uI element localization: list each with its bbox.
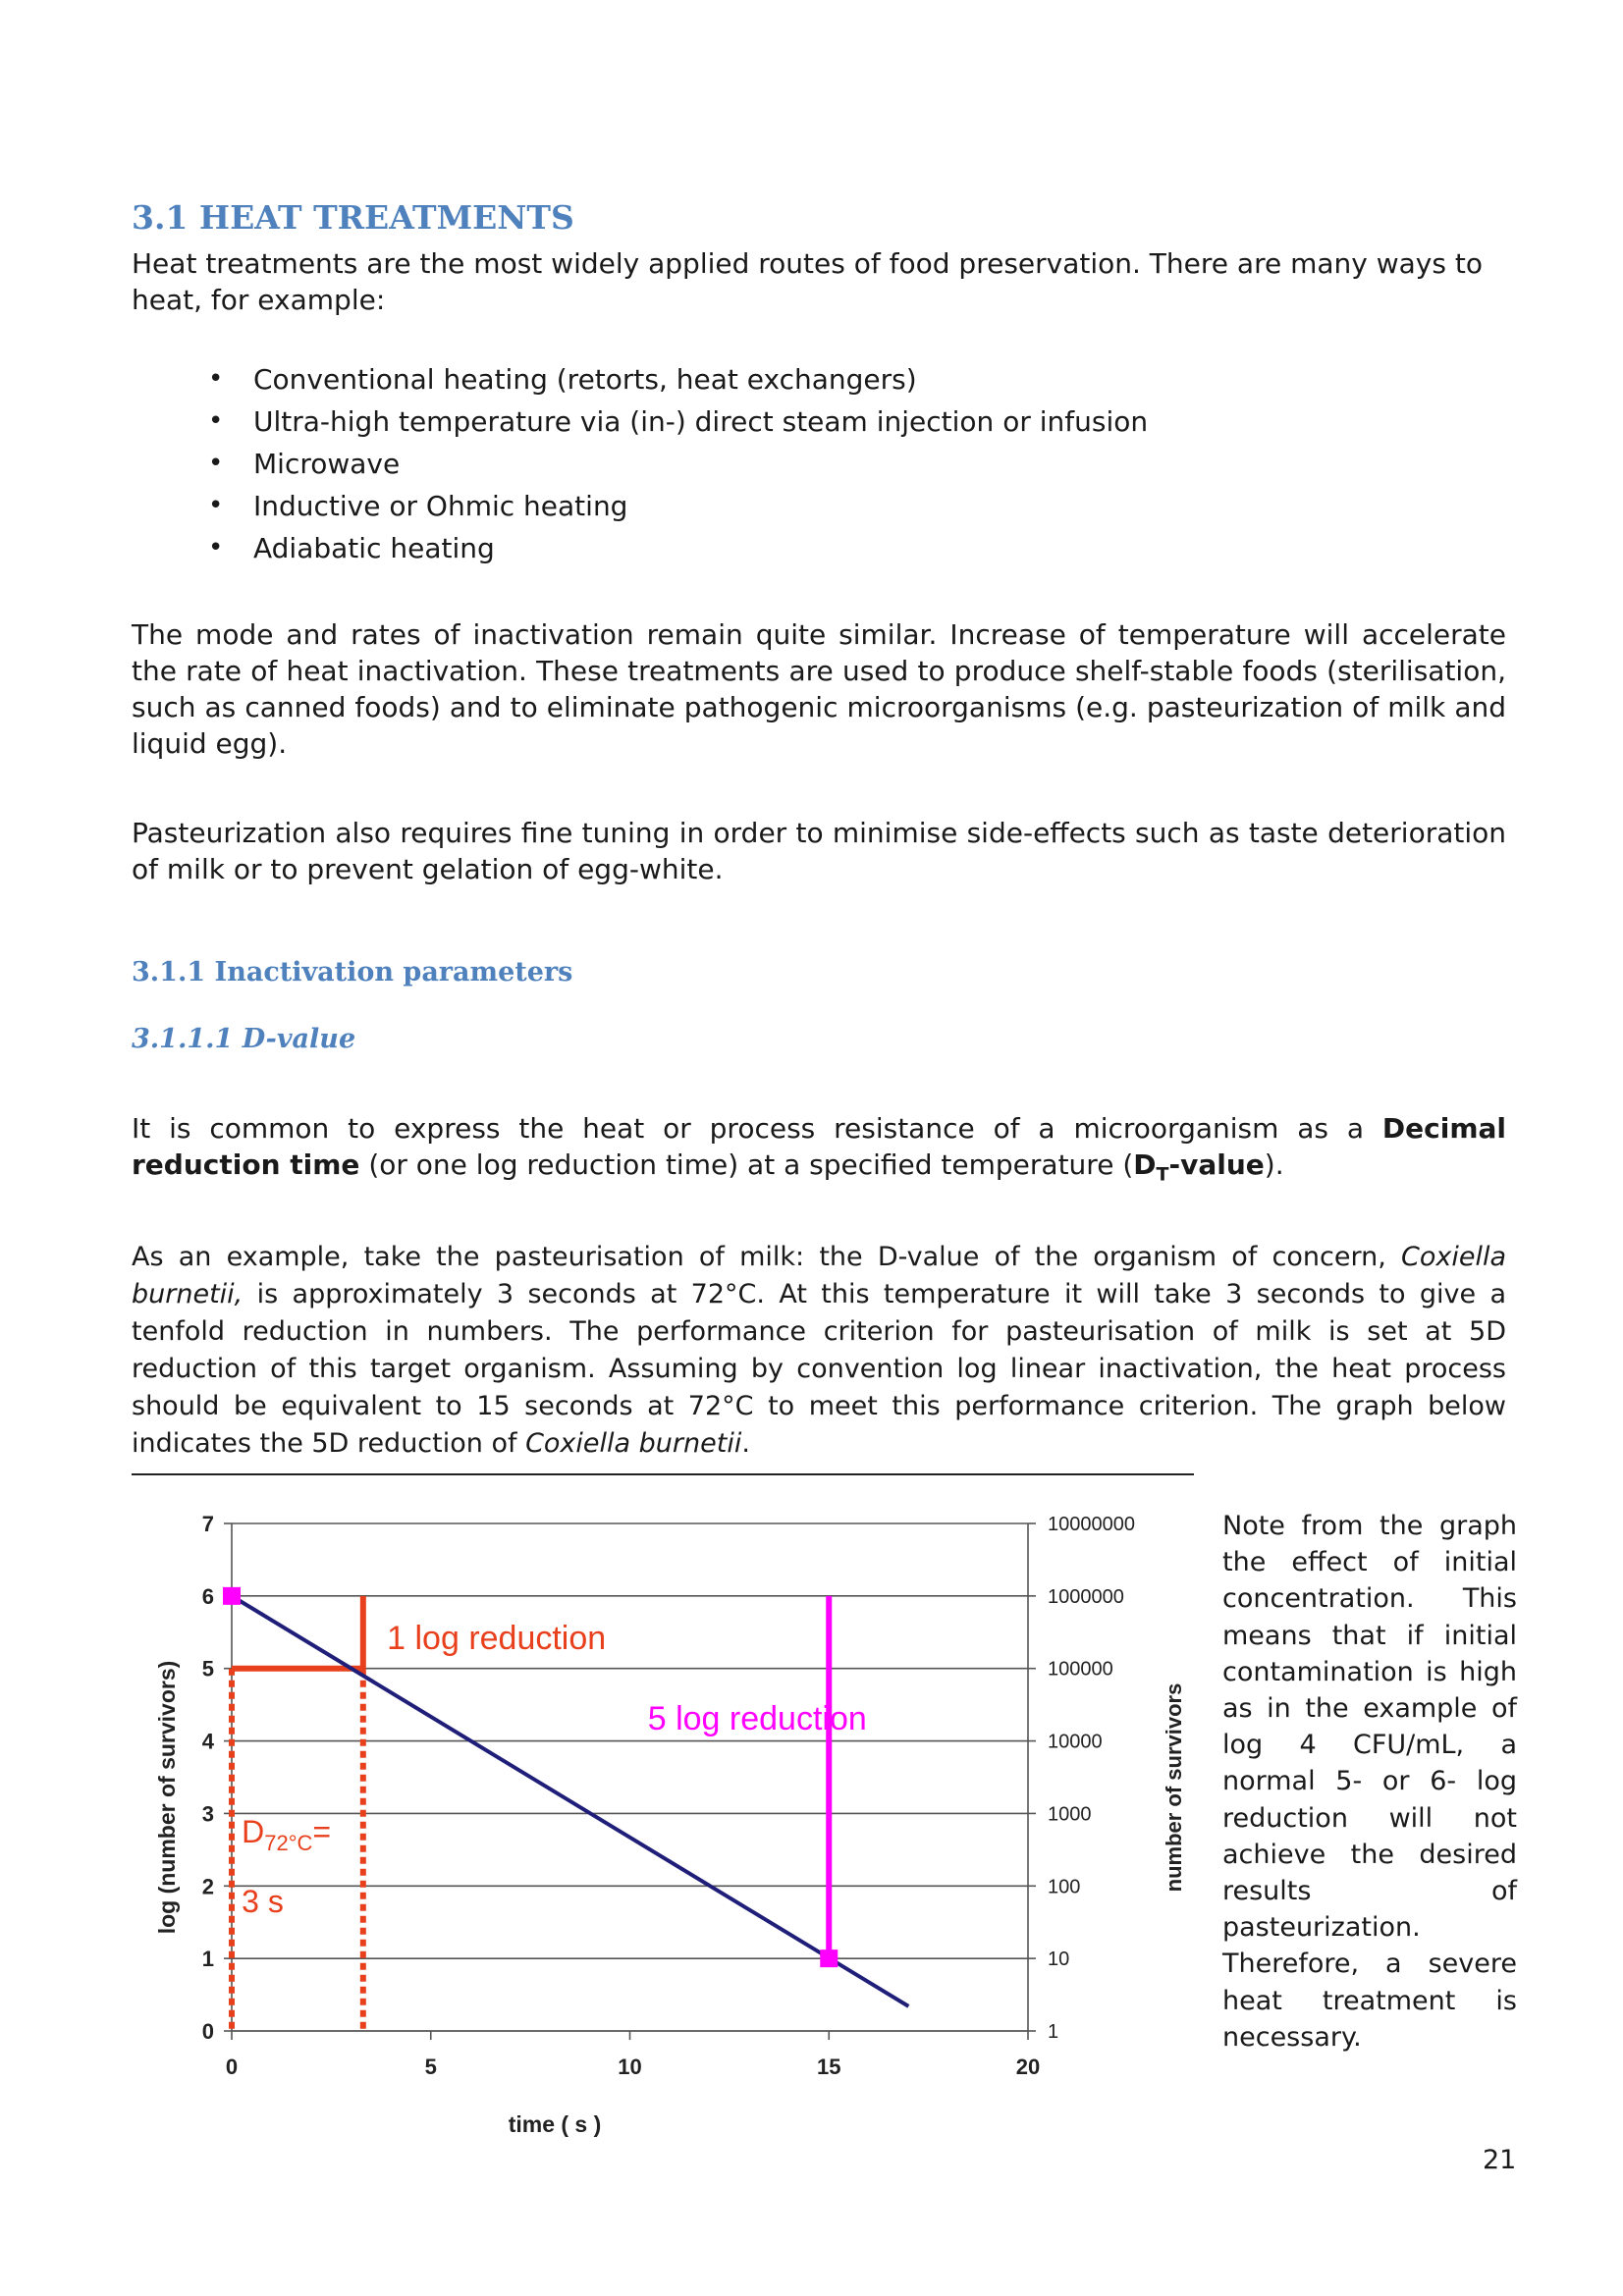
y2-tick-label: 10000 xyxy=(1048,1731,1103,1753)
d-value-value: 3 s xyxy=(242,1883,284,1919)
y2-tick-label: 1 xyxy=(1048,2021,1059,2043)
list-item: • Inductive or Ohmic heating xyxy=(253,485,1148,527)
y-tick-label: 0 xyxy=(201,2019,214,2044)
y-tick-label: 1 xyxy=(201,1947,214,1972)
text-run: -value xyxy=(1168,1148,1265,1181)
data-point-marker xyxy=(820,1949,838,1967)
text-run: It is common to express the heat or process resistance of a microorganism as a xyxy=(132,1112,1382,1145)
x-tick-label: 15 xyxy=(817,2055,841,2079)
y2-tick-label: 10 xyxy=(1048,1949,1070,1971)
section-heading: 3.1 HEAT TREATMENTS xyxy=(132,198,574,237)
y-tick-label: 2 xyxy=(201,1874,214,1899)
text-run: ). xyxy=(1264,1148,1284,1181)
list-item: • Microwave xyxy=(253,443,1148,485)
y-tick-label: 3 xyxy=(201,1801,214,1827)
intro-line-2: heat, for example: xyxy=(132,284,386,316)
text-run: (or one log reduction time) at a specified temperature ( xyxy=(359,1148,1134,1181)
text-run: D xyxy=(1133,1148,1157,1181)
x-tick-label: 5 xyxy=(424,2055,437,2079)
organism-name: Coxiella burnetii, xyxy=(132,1242,1506,1309)
one-log-label: 1 log reduction xyxy=(387,1619,607,1657)
subsubsection-heading: 3.1.1.1 D-value xyxy=(132,1024,356,1054)
subscript: T xyxy=(1156,1163,1169,1186)
intro-paragraph xyxy=(132,245,1506,318)
intro-line-1: Heat treatments are the most widely applied routes of food preservation. There are many ways to xyxy=(132,247,1483,280)
text-run: is approximately 3 seconds at 72°C. At this temperature it will take 3 seconds to give a tenfold reduction in numbers. The performance criterion for pasteurisation of milk is set at 5D reduction of this target organism. Assuming by convention log linear inactivation, the heat process should be equivalent to 15 seconds at 72°C to meet this performance criterion. The graph below indicates the 5D reduction of xyxy=(132,1279,1506,1459)
y-tick-label: 4 xyxy=(201,1729,214,1754)
organism-name: Coxiella burnetii xyxy=(525,1428,742,1459)
subsection-heading: 3.1.1 Inactivation parameters xyxy=(132,957,573,988)
text-run: As an example, take the pasteurisation of milk: the D-value of the organism of concern, xyxy=(132,1242,1401,1272)
list-item: • Conventional heating (retorts, heat exchangers) xyxy=(253,358,1148,400)
survivor-line xyxy=(232,1596,908,2006)
y-axis-label: log (number of survivors) xyxy=(154,1660,180,1935)
paragraph-example xyxy=(132,1239,1506,1463)
list-item: • Ultra-high temperature via (in-) direct steam injection or infusion xyxy=(253,400,1148,443)
five-log-label: 5 log reduction xyxy=(647,1699,867,1737)
y-tick-label: 5 xyxy=(201,1656,214,1682)
y2-tick-label: 10000000 xyxy=(1048,1514,1135,1535)
bold-term: Decimal reduction time xyxy=(132,1112,1506,1181)
y2-axis-label: number of survivors xyxy=(1162,1682,1186,1893)
d-value-chart xyxy=(128,1482,1208,2150)
y2-tick-label: 1000 xyxy=(1048,1803,1092,1826)
paragraph-pasteurization: Pasteurization also requires fine tuning in order to minimise side-effects such as taste deterioration of milk or to prevent gelation of egg-white. xyxy=(132,817,1506,885)
divider xyxy=(132,1473,1194,1475)
side-note: Note from the graph the effect of initial concentration. This means that if initial contamination is high as in the example of log 4 CFU/mL, a normal 5- or 6- log reduction will not achieve the desired results of pasteurization. Therefore, a severe heat treatment is necessary. xyxy=(1222,1511,1517,2053)
heating-methods-list xyxy=(253,358,1148,569)
paragraph-d-value-definition xyxy=(132,1110,1506,1194)
y2-tick-label: 100 xyxy=(1048,1876,1081,1898)
text-run: . xyxy=(741,1428,750,1459)
x-tick-label: 10 xyxy=(618,2055,642,2079)
y-tick-label: 7 xyxy=(201,1512,214,1536)
y2-tick-label: 100000 xyxy=(1048,1658,1113,1681)
page-number: 21 xyxy=(1483,2145,1517,2175)
list-item: • Adiabatic heating xyxy=(253,527,1148,569)
paragraph-inactivation: The mode and rates of inactivation remain quite similar. Increase of temperature will accelerate the rate of heat inactivation. These treatments are used to produce shelf-stable foods (sterilisation, such as canned foods) and to eliminate pathogenic microorganisms (e.g. pasteurization of milk and liquid egg). xyxy=(132,618,1506,760)
y2-tick-label: 1000000 xyxy=(1048,1585,1124,1608)
d-value-label: $D_{72^\circ C}=$ xyxy=(242,1813,332,1855)
bold-term-dt xyxy=(1133,1148,1265,1186)
x-axis-label: time ( s ) xyxy=(508,2111,602,2137)
y-tick-label: 6 xyxy=(201,1583,214,1609)
x-tick-label: 20 xyxy=(1015,2055,1041,2079)
x-tick-label: 0 xyxy=(225,2055,239,2079)
data-point-marker xyxy=(223,1587,241,1605)
